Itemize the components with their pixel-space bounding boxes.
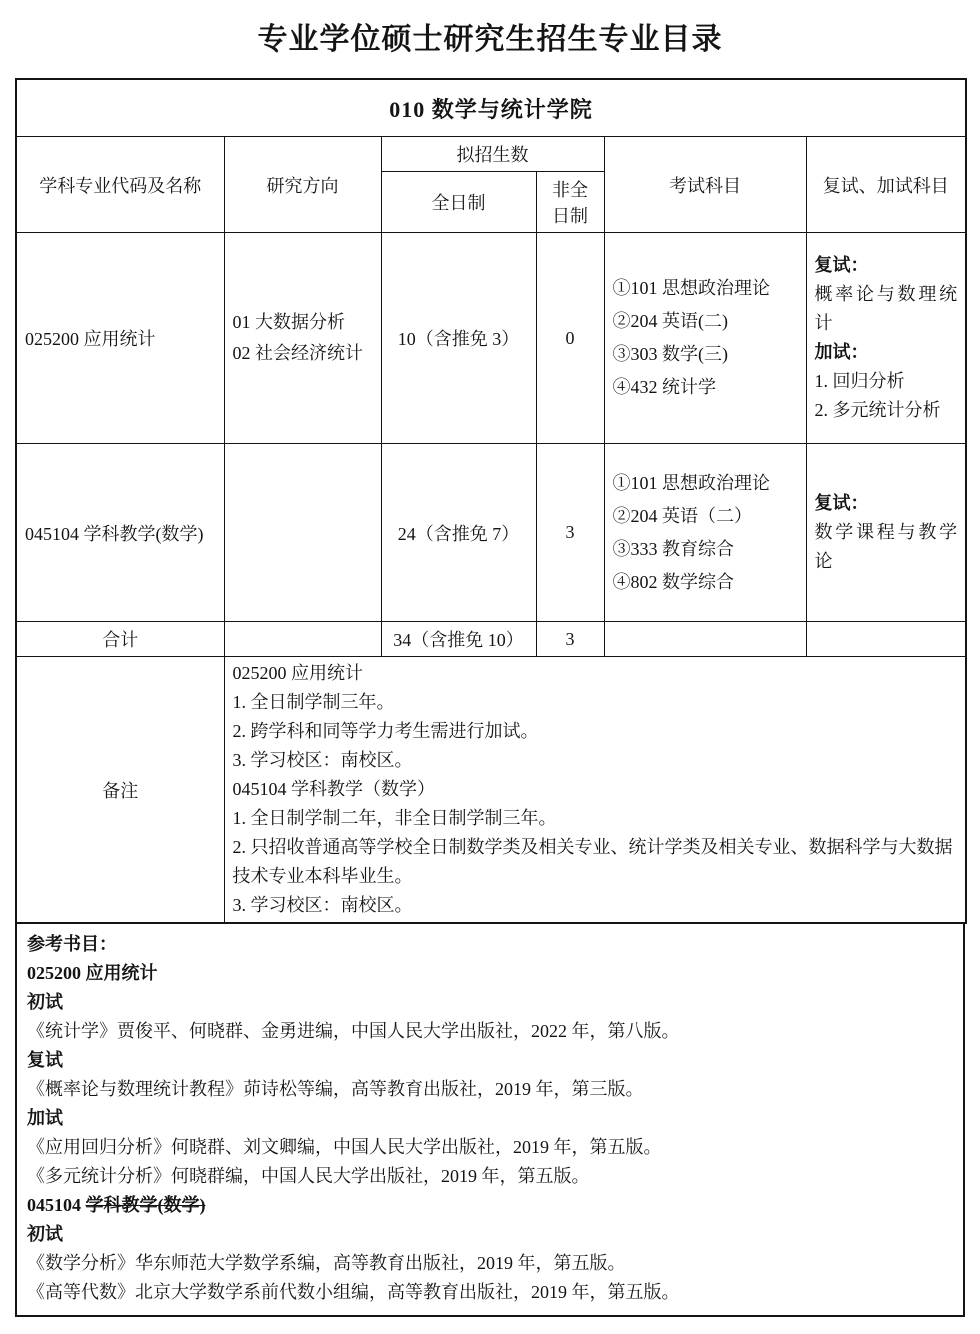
remark-line: 2. 跨学科和同等学力考生需进行加试。 bbox=[232, 721, 539, 741]
parttime-quota: 3 bbox=[536, 444, 604, 622]
remark-line: 3. 学习校区：南校区。 bbox=[232, 750, 413, 770]
ref-stage-label: 初试 bbox=[27, 1224, 63, 1244]
ref-stage-label: 加试 bbox=[27, 1108, 63, 1128]
remark-line: 1. 全日制学制二年，非全日制学制三年。 bbox=[232, 808, 557, 828]
ref-program-name-struck: 学科教学(数学) bbox=[85, 1195, 206, 1215]
ref-book-line: 《多元统计分析》何晓群编，中国人民大学出版社，2019 年，第五版。 bbox=[27, 1166, 590, 1186]
remark-body bbox=[224, 657, 966, 924]
total-label: 合计 bbox=[16, 622, 224, 657]
exam-subject-line: ①101 思想政治理论 bbox=[612, 472, 770, 493]
retest-subjects bbox=[806, 444, 966, 622]
ref-book-line: 《数学分析》华东师范大学数学系编，高等教育出版社，2019 年，第五版。 bbox=[27, 1253, 626, 1273]
remark-line: 1. 全日制学制三年。 bbox=[232, 692, 395, 712]
program-code-name: 025200 应用统计 bbox=[16, 233, 224, 444]
college-title: 010 数学与统计学院 bbox=[16, 79, 966, 137]
header-fulltime: 全日制 bbox=[381, 172, 536, 233]
header-enrollment: 拟招生数 bbox=[381, 137, 604, 172]
total-fulltime: 34（含推免 10） bbox=[381, 622, 536, 657]
table-row-025200 bbox=[16, 233, 966, 444]
extra-test-line: 1. 回归分析 bbox=[814, 371, 905, 391]
ref-program-title: 025200 应用统计 bbox=[27, 963, 158, 983]
ref-stage-label: 复试 bbox=[27, 1050, 63, 1070]
header-code: 学科专业代码及名称 bbox=[16, 137, 224, 233]
ref-program-title bbox=[27, 1191, 953, 1220]
page-title: 专业学位硕士研究生招生专业目录 bbox=[257, 23, 723, 56]
ref-book-line: 《高等代数》北京大学数学系前代数小组编，高等教育出版社，2019 年，第五版。 bbox=[27, 1282, 680, 1302]
retest-subject-line: 概率论与数理统计 bbox=[814, 284, 958, 333]
admission-catalog-table bbox=[15, 78, 967, 924]
total-parttime: 3 bbox=[536, 622, 604, 657]
total-row bbox=[16, 622, 966, 657]
exam-subject-line: ③333 教育综合 bbox=[612, 538, 734, 559]
retest-subjects bbox=[806, 233, 966, 444]
fulltime-quota: 10（含推免 3） bbox=[381, 233, 536, 444]
remark-line: 3. 学习校区：南校区。 bbox=[232, 895, 413, 915]
retest-label: 复试： bbox=[814, 255, 869, 275]
program-code-name: 045104 学科教学(数学) bbox=[16, 444, 224, 622]
retest-label: 复试： bbox=[814, 493, 869, 513]
exam-subject-line: ④432 统计学 bbox=[612, 377, 716, 397]
retest-subject-line: 数学课程与教学论 bbox=[814, 522, 958, 571]
exam-subject-line: ②204 英语（二） bbox=[612, 505, 752, 526]
ref-book-line: 《应用回归分析》何晓群、刘文卿编，中国人民大学出版社，2019 年，第五版。 bbox=[27, 1137, 662, 1157]
research-directions bbox=[224, 233, 381, 444]
ref-program-code: 045104 bbox=[27, 1195, 86, 1215]
total-retest-empty bbox=[806, 622, 966, 657]
exam-subject-line: ③303 数学(三) bbox=[612, 344, 728, 364]
direction-line: 02 社会经济统计 bbox=[232, 343, 363, 363]
ref-book-line: 《概率论与数理统计教程》茆诗松等编，高等教育出版社，2019 年，第三版。 bbox=[27, 1079, 644, 1099]
exam-subject-line: ①101 思想政治理论 bbox=[612, 278, 770, 298]
extra-test-line: 2. 多元统计分析 bbox=[814, 400, 941, 420]
extra-test-label: 加试： bbox=[814, 342, 869, 362]
remark-line: 045104 学科教学（数学） bbox=[232, 779, 435, 799]
header-direction: 研究方向 bbox=[224, 137, 381, 233]
table-header-row-top bbox=[16, 137, 966, 172]
exam-subject-line: ②204 英语(二) bbox=[612, 311, 728, 331]
header-parttime: 非全日制 bbox=[536, 172, 604, 233]
references-heading: 参考书目： bbox=[27, 934, 117, 954]
remark-line: 025200 应用统计 bbox=[232, 663, 363, 683]
exam-subjects bbox=[604, 444, 806, 622]
remark-line: 2. 只招收普通高等学校全日制数学类及相关专业、统计学类及相关专业、数据科学与大数据技术专业本科毕业生。 bbox=[232, 837, 953, 886]
direction-line: 01 大数据分析 bbox=[232, 312, 345, 332]
total-direction-empty bbox=[224, 622, 381, 657]
header-retest: 复试、加试科目 bbox=[806, 137, 966, 233]
research-directions bbox=[224, 444, 381, 622]
reference-books-section bbox=[15, 922, 965, 1317]
remark-row bbox=[16, 657, 966, 924]
fulltime-quota: 24（含推免 7） bbox=[381, 444, 536, 622]
exam-subject-line: ④802 数学综合 bbox=[612, 571, 734, 592]
remark-label: 备注 bbox=[16, 657, 224, 924]
college-header-row bbox=[16, 79, 966, 137]
header-exam: 考试科目 bbox=[604, 137, 806, 233]
table-row-045104 bbox=[16, 444, 966, 622]
ref-book-line: 《统计学》贾俊平、何晓群、金勇进编，中国人民大学出版社，2022 年，第八版。 bbox=[27, 1021, 680, 1041]
total-exam-empty bbox=[604, 622, 806, 657]
ref-stage-label: 初试 bbox=[27, 992, 63, 1012]
parttime-quota: 0 bbox=[536, 233, 604, 444]
exam-subjects bbox=[604, 233, 806, 444]
